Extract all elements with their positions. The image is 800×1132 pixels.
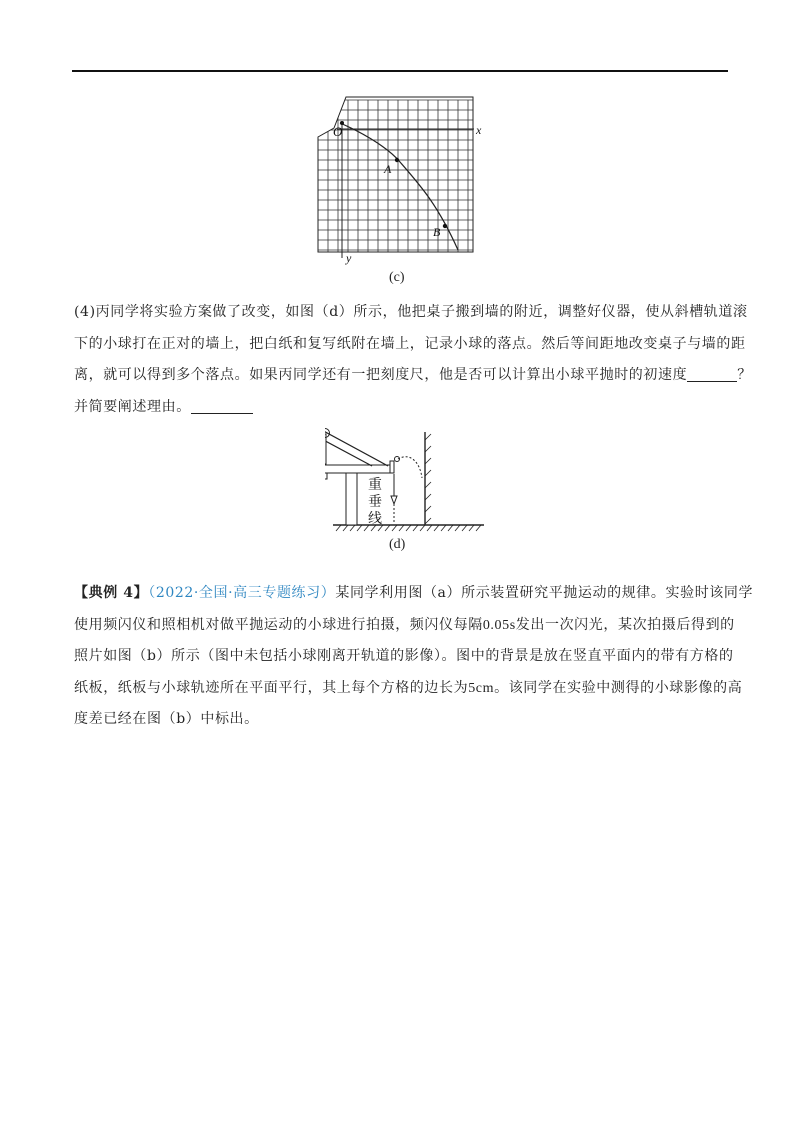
point-a [395,158,399,162]
point-b [443,224,447,228]
flash-interval: 0.05s [482,617,516,633]
example-4 [74,578,754,736]
table-leg [346,473,357,525]
plumb-label-char-1: 重 [368,477,382,493]
question-4-line-4-text: 并简要阐述理由。 [74,398,191,415]
x-axis-label: x [476,123,482,137]
answer-blank-2 [191,397,253,413]
y-axis-label: y [346,251,352,265]
figure-d-diagram [325,418,490,538]
example-4-line-4 [74,673,743,705]
question-4-line-3-end: ？ [737,367,752,383]
example-4-line-2-text: 使用频闪仪和照相机对做平抛运动的小球进行拍摄，频闪仪每隔 [74,616,483,633]
figure-d-caption: (d) [389,537,406,552]
point-b-label: B [433,225,441,239]
example-4-line-3: 照片如图（b）所示（图中未包括小球刚离开轨道的影像）。图中的背景是放在竖直平面内的带有方格的 [74,648,734,664]
ball-path [398,457,422,478]
plumb-label-char-3: 线 [368,511,382,527]
example-4-line-2 [74,610,735,642]
question-4-line-1: (4)丙同学将实验方案做了改变，如图（d）所示，他把桌子搬到墙的附近，调整好仪器，使从斜槽轨道滚 [74,304,748,320]
example-4-line-1-text: 某同学利用图（a）所示装置研究平抛运动的规律。实验时该同学 [335,585,754,601]
plumb-label-char-2: 垂 [368,494,382,510]
question-4 [74,297,752,423]
question-4-line-2: 下的小球打在正对的墙上，把白纸和复写纸附在墙上，记录小球的落点。然后等间距地改变桌子与墙的距 [74,335,746,352]
figure-c-diagram [300,88,500,268]
question-4-line-3 [74,360,752,392]
ramp-bottom [325,436,372,466]
example-4-line-5: 度差已经在图（b）中标出。 [74,711,259,727]
example-4-line-2-end: 发出一次闪光，某次拍摄后得到的 [515,616,735,633]
point-a-label: A [384,162,392,176]
question-4-line-3-text: 离，就可以得到多个落点。如果丙同学还有一把刻度尺，他是否可以计算出小球平抛时的初速度 [74,367,688,383]
floor-hatch [336,525,481,531]
example-tag: 【典例 4】 [74,585,149,601]
example-4-line-1 [74,578,754,610]
table-edge [325,473,327,479]
ramp-support [325,434,326,464]
track-end [390,461,394,473]
origin-label: O [333,124,343,139]
wall-hatch [425,434,431,524]
example-4-line-4-end: 。该同学在实验中测得的小球影像的高 [494,679,743,696]
table-top [325,465,393,473]
plumb-bob [391,496,397,504]
example-source-link[interactable]: （2022·全国·高三专题练习） [148,585,336,601]
grid-side-length: 5cm [468,680,495,696]
answer-blank-1 [687,366,737,382]
figure-c-caption: (c) [389,270,405,285]
header-rule [72,70,728,72]
ramp-top [325,428,388,466]
example-4-line-4-text: 纸板，纸板与小球轨迹所在平面平行，其上每个方格的边长为 [74,679,469,696]
